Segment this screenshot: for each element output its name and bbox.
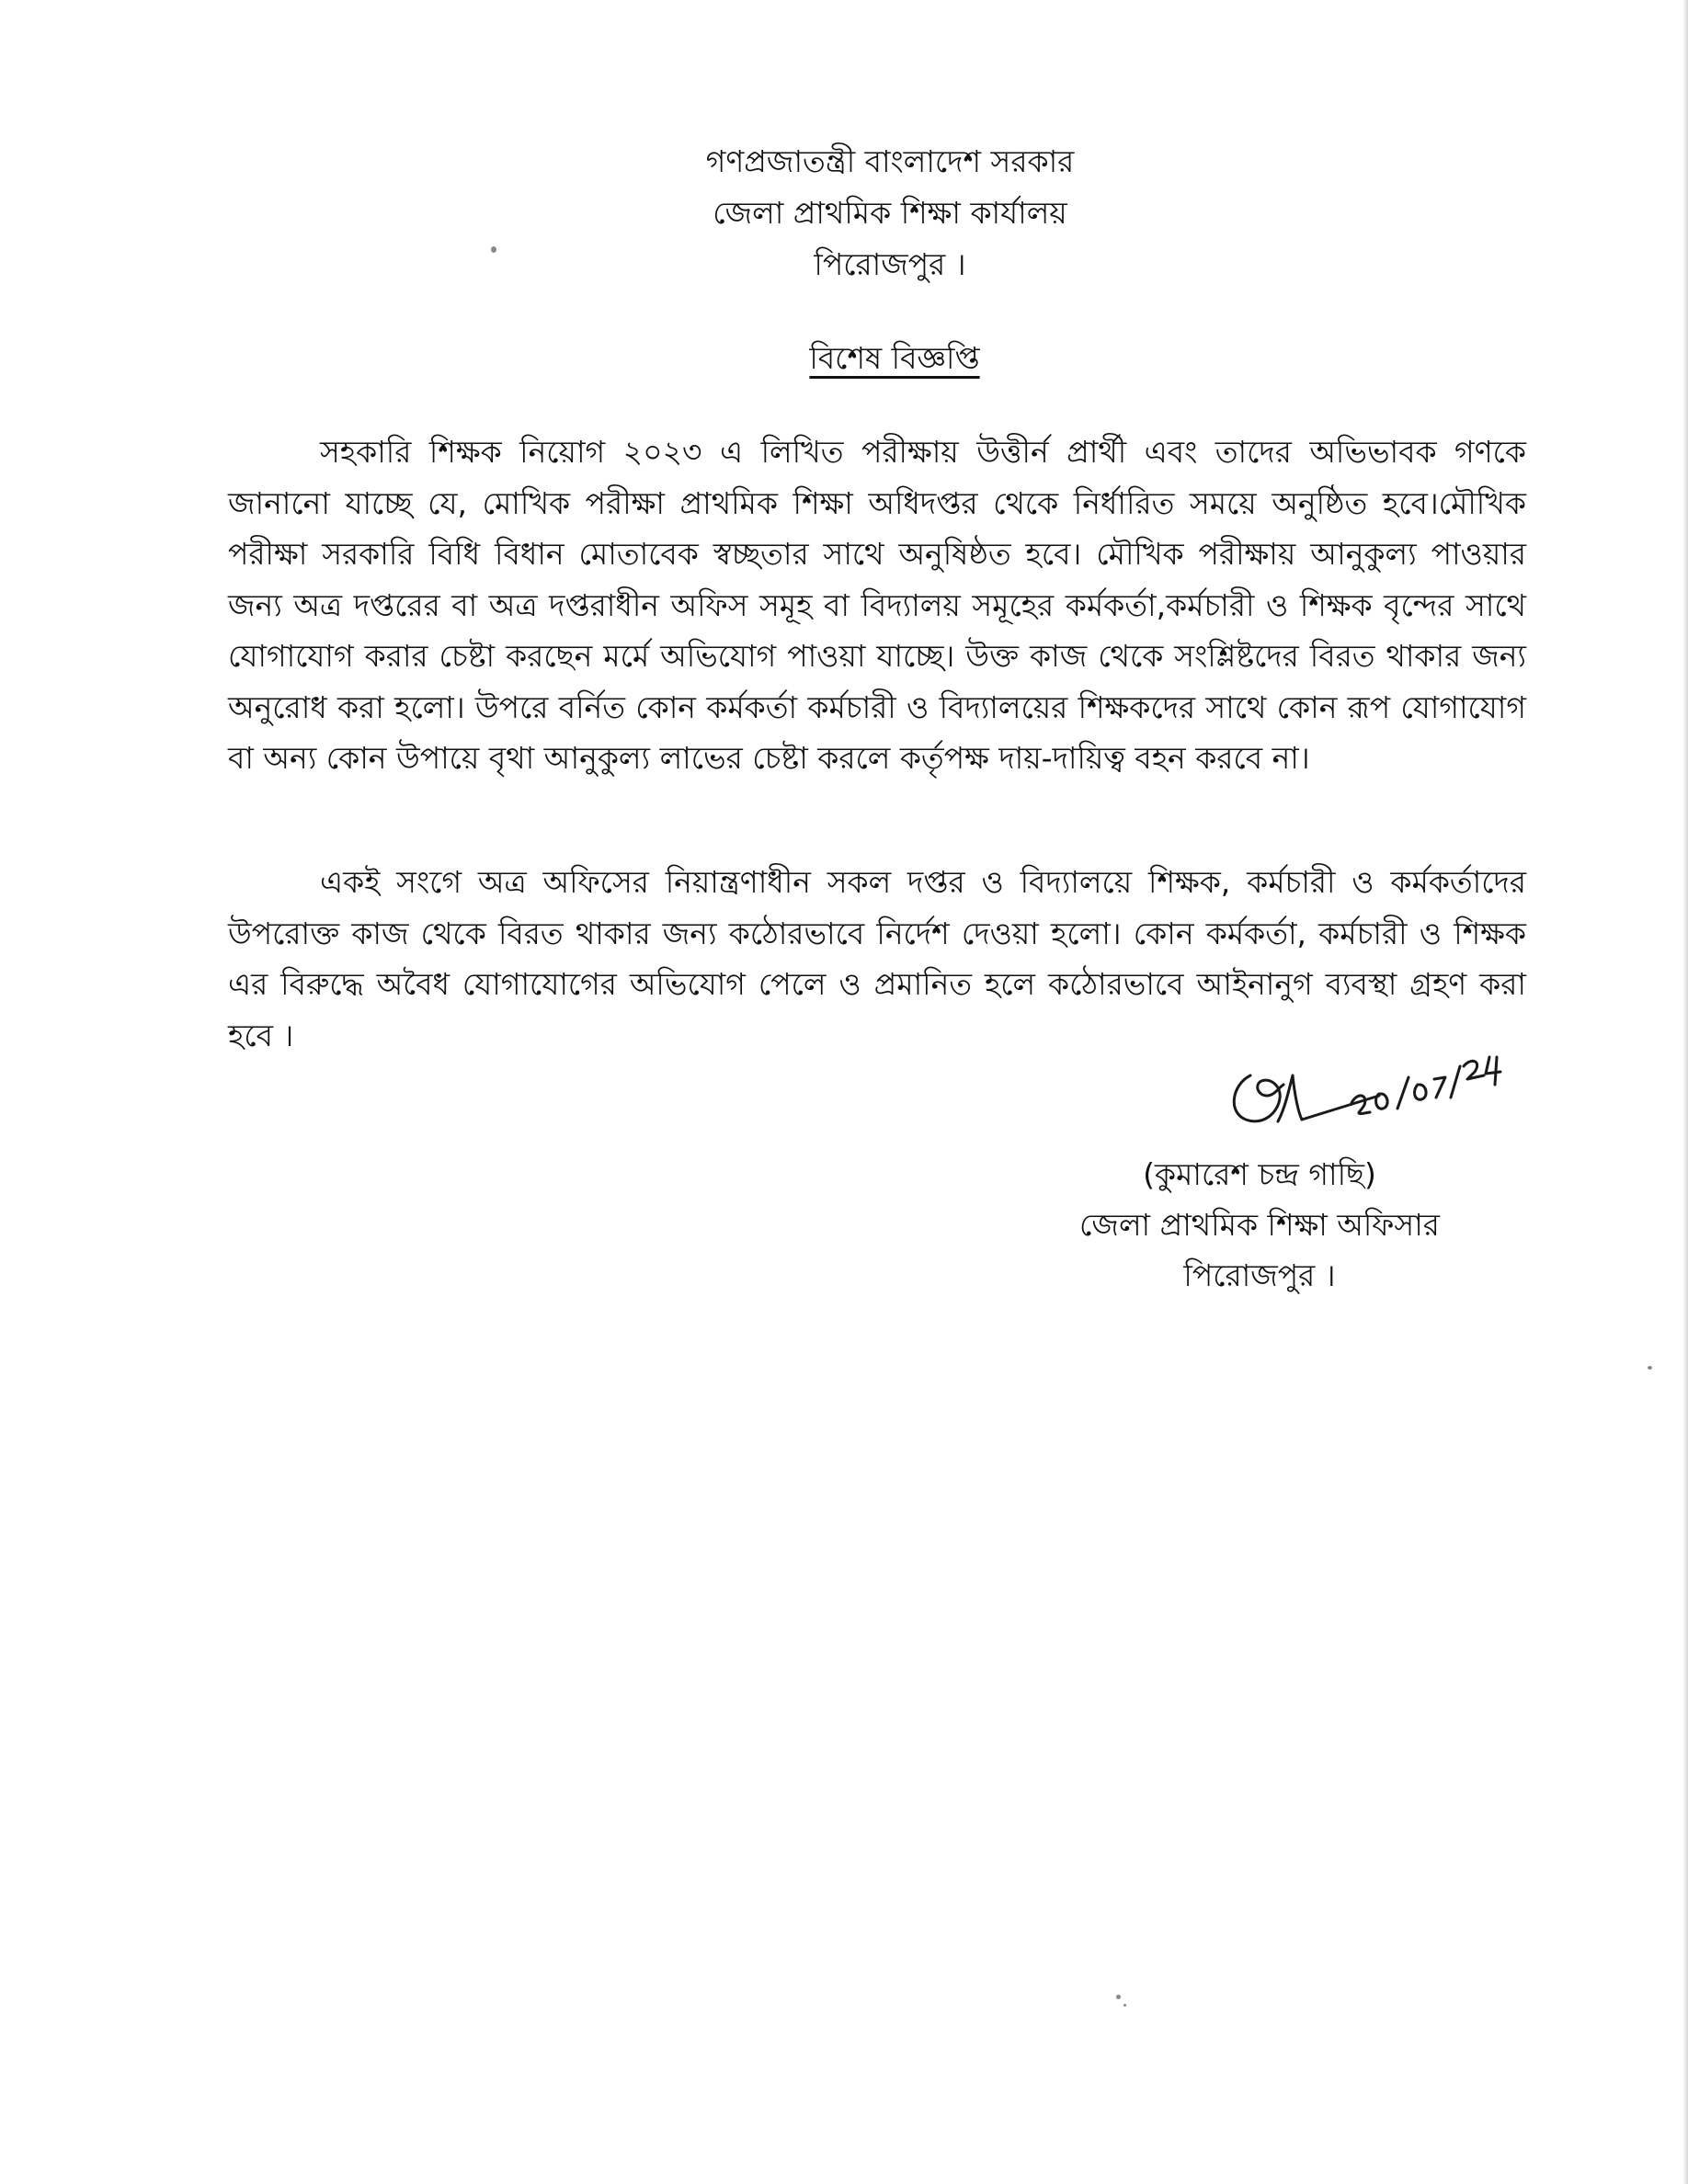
notice-title-text: বিশেষ বিজ্ঞপ্তি [809,340,980,376]
scan-speck [1648,1366,1652,1370]
signatory-designation: জেলা প্রাথমিক শিক্ষা অফিসার [1079,1207,1440,1243]
letterhead-line-government: গণপ্রজাতন্ত্রী বাংলাদেশ সরকার [705,143,1075,179]
scan-speck [491,246,496,253]
notice-paragraph-1: সহকারি শিক্ষক নিয়োগ ২০২৩ এ লিখিত পরীক্ষায় উত্তীর্ন প্রার্থী এবং তাদের অভিভাবক গণকে জানানো যাচ্ছে যে, মোখিক পরীক্ষা প্রাথমিক শিক্ষা অধিদপ্তর থেকে নির্ধারিত সময়ে অনুষ্ঠিত হবে।মৌখিক পরীক্ষা সরকারি বিধি বিধান মোতাবেক স্বচ্ছতার সাথে অনুষিষ্ঠত হবে। মৌখিক পরীক্ষায় আনুকুল্য পাওয়ার জন্য অত্র দপ্তরের বা অত্র দপ্তরাধীন অফিস সমূহ বা বিদ্যালয় সমূহের কর্মকর্তা,কর্মচারী ও শিক্ষক বৃন্দের সাথে যোগাযোগ করার চেষ্টা করছেন মর্মে অভিযোগ পাওয়া যাচ্ছে। উক্ত কাজ থেকে সংশ্লিষ্টদের বিরত থাকার জন্য অনুরোধ করা হলো। উপরে বর্নিত কোন কর্মকর্তা কর্মচারী ও বিদ্যালয়ের শিক্ষকদের সাথে কোন রূপ যোগাযোগ বা অন্য কোন উপায়ে বৃথা আনুকুল্য লাভের চেষ্টা করলে কর্তৃপক্ষ দায়-দায়িত্ব বহন করবে না। [228,434,1526,776]
scan-speck [1123,2004,1126,2007]
signature-dash [1302,1096,1379,1120]
signature-date-0 [1376,1094,1388,1109]
notice-paragraph-2: একই সংগে অত্র অফিসের নিয়ান্ত্রণাধীন সকল দপ্তর ও বিদ্যালয়ে শিক্ষক, কর্মচারী ও কর্মকর্তাদের উপরোক্ত কাজ থেকে বিরত থাকার জন্য কঠোরভাবে নির্দেশ দেওয়া হলো। কোন কর্মকর্তা, কর্মচারী ও শিক্ষক এর বিরুদ্ধে অবৈধ যোগাযোগের অভিযোগ পেলে ও প্রমানিত হলে কঠোরভাবে আইনানুগ ব্যবস্থা গ্রহণ করা হবে । [228,864,1526,1053]
notice-title [0,335,1688,386]
letterhead-line-location: পিরোজপুর । [814,246,966,282]
signatory-block [1030,1149,1489,1301]
scan-edge [1682,0,1688,2184]
scan-speck [1116,1995,1121,1999]
signature-stroke [1278,1075,1302,1121]
handwritten-signature [1214,1020,1526,1149]
signature-date-07 [1415,1077,1445,1099]
signatory-name: (কুমারেশ চন্দ্র গাছি) [1143,1156,1376,1192]
signatory-location: পিরোজপুর । [1183,1257,1336,1293]
signature-loop [1234,1075,1283,1121]
signature-slash-1 [1397,1077,1409,1109]
letterhead-line-office: জেলা প্রাথমিক শিক্ষা কার্যালয় [713,195,1067,231]
letterhead [0,136,1688,290]
signature-date-24 [1464,1057,1500,1085]
signature-slash-2 [1451,1066,1460,1098]
